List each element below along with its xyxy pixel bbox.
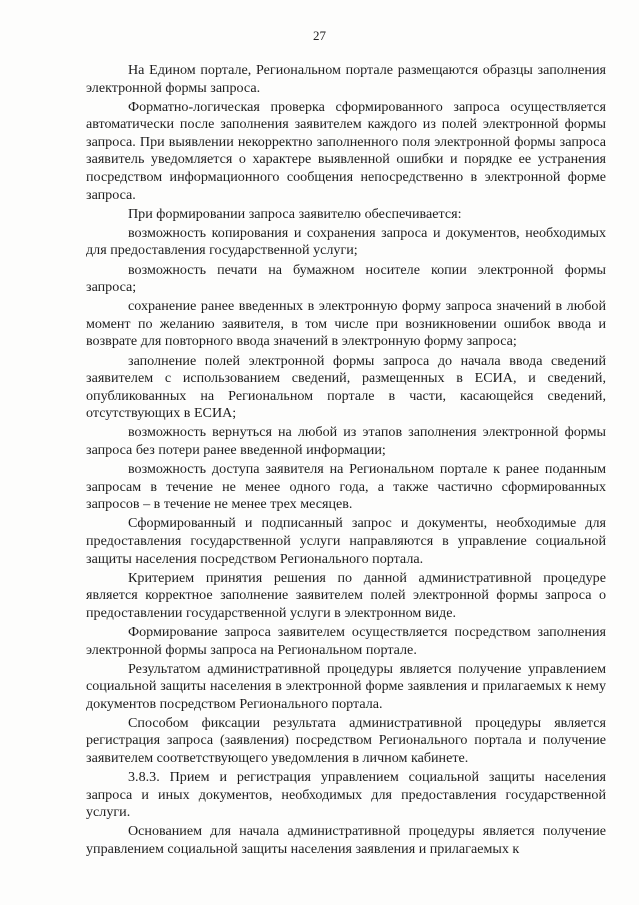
paragraph: Результатом административной процедуры является получение управлением социальной защиты населения в электронной форме заявления и прилагаемых к нему документов посредством Регионального портала. (86, 660, 606, 712)
paragraph: Сформированный и подписанный запрос и документы, необходимые для предоставления государственной услуги направляются в управление социальной защиты населения посредством Регионального портала. (86, 515, 606, 567)
body-text (86, 62, 606, 860)
paragraph: Способом фиксации результата административной процедуры является регистрация запроса (заявления) посредством Регионального портала и получение заявителем соответствующего уведомления в личном кабинете. (86, 714, 606, 767)
page-number: 27 (313, 28, 326, 43)
paragraph: Критерием принятия решения по данной административной процедуре является корректное заполнение заявителем полей электронной формы запроса о предоставлении государственной услуги в электронном виде. (86, 569, 606, 621)
paragraph: Формирование запроса заявителем осуществляется посредством заполнения электронной формы запроса на Региональном портале. (86, 623, 606, 658)
list-item: возможность доступа заявителя на Региональном портале к ранее поданным запросам в течение не менее одного года, а также частично сформированных запросов – в течение не менее трех месяцев. (86, 461, 606, 513)
paragraph: Основанием для начала административной процедуры является получение управлением социальной защиты населения заявления и прилагаемых к (86, 823, 606, 858)
list-item: возможность копирования и сохранения запроса и документов, необходимых для предоставления государственной услуги; (86, 224, 606, 259)
paragraph: При формировании запроса заявителю обеспечивается: (128, 205, 462, 222)
list-item: возможность вернуться на любой из этапов заполнения электронной формы запроса без потери ранее введенной информации; (86, 424, 606, 458)
section-heading: 3.8.3. Прием и регистрация управлением социальной защиты населения запроса и иных документов, необходимых для предоставления государственной услуги. (86, 769, 606, 821)
list-item: возможность печати на бумажном носителе копии электронной формы запроса; (86, 261, 606, 296)
paragraph: На Едином портале, Региональном портале размещаются образцы заполнения электронной формы запроса. (86, 62, 606, 96)
list-item: сохранение ранее введенных в электронную форму запроса значений в любой момент по желанию заявителя, в том числе при возникновении ошибок ввода и возврате для повторного ввода значений в электронную форму запроса; (86, 298, 606, 350)
paragraph: Форматно-логическая проверка сформированного запроса осуществляется автоматически после заполнения заявителем каждого из полей электронной формы запроса. При выявлении некорректно заполненного поля электронной формы запроса заявитель уведомляется о характере выявленной ошибки и порядке ее устранения посредством информационного сообщения непосредственно в электронной форме запроса. (86, 98, 606, 203)
list-item: заполнение полей электронной формы запроса до начала ввода сведений заявителем с использованием сведений, размещенных в ЕСИА, и сведений, опубликованных на Региональном портале в части, касающейся сведений, отсутствующих в ЕСИА; (86, 352, 606, 422)
